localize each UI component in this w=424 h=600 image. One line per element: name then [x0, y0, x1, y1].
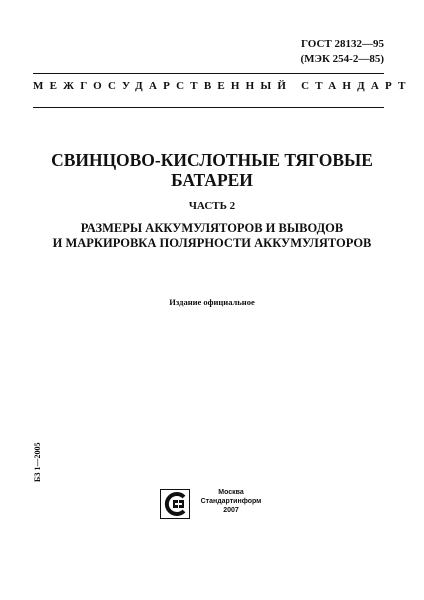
title-line-2: БАТАРЕИ: [171, 170, 253, 190]
title-line-1: СВИНЦОВО-КИСЛОТНЫЕ ТЯГОВЫЕ: [51, 150, 373, 170]
standard-banner: МЕЖГОСУДАРСТВЕННЫЙ СТАНДАРТ: [33, 80, 412, 92]
top-rule: [33, 73, 384, 74]
publisher-info: [196, 488, 266, 515]
edition-note: Издание официальное: [169, 297, 255, 307]
gost-number: ГОСТ 28132—95: [301, 38, 384, 50]
side-code: БЗ 1—2005: [33, 442, 42, 482]
gost-codes: [300, 37, 384, 67]
publisher-city: Москва: [218, 489, 244, 496]
publisher-name: Стандартинформ: [200, 498, 262, 505]
bottom-rule: [33, 107, 384, 108]
publisher-year: 2007: [223, 507, 239, 514]
subtitle-line-1: РАЗМЕРЫ АККУМУЛЯТОРОВ И ВЫВОДОВ: [80, 221, 344, 235]
subtitle-line-2: И МАРКИРОВКА ПОЛЯРНОСТИ АККУМУЛЯТОРОВ: [52, 236, 372, 250]
part-number: ЧАСТЬ 2: [188, 200, 236, 212]
iec-number: (МЭК 254-2—85): [300, 53, 384, 65]
document-title: [30, 150, 394, 190]
standartinform-logo-icon: [160, 489, 190, 519]
document-subtitle: [30, 221, 394, 251]
